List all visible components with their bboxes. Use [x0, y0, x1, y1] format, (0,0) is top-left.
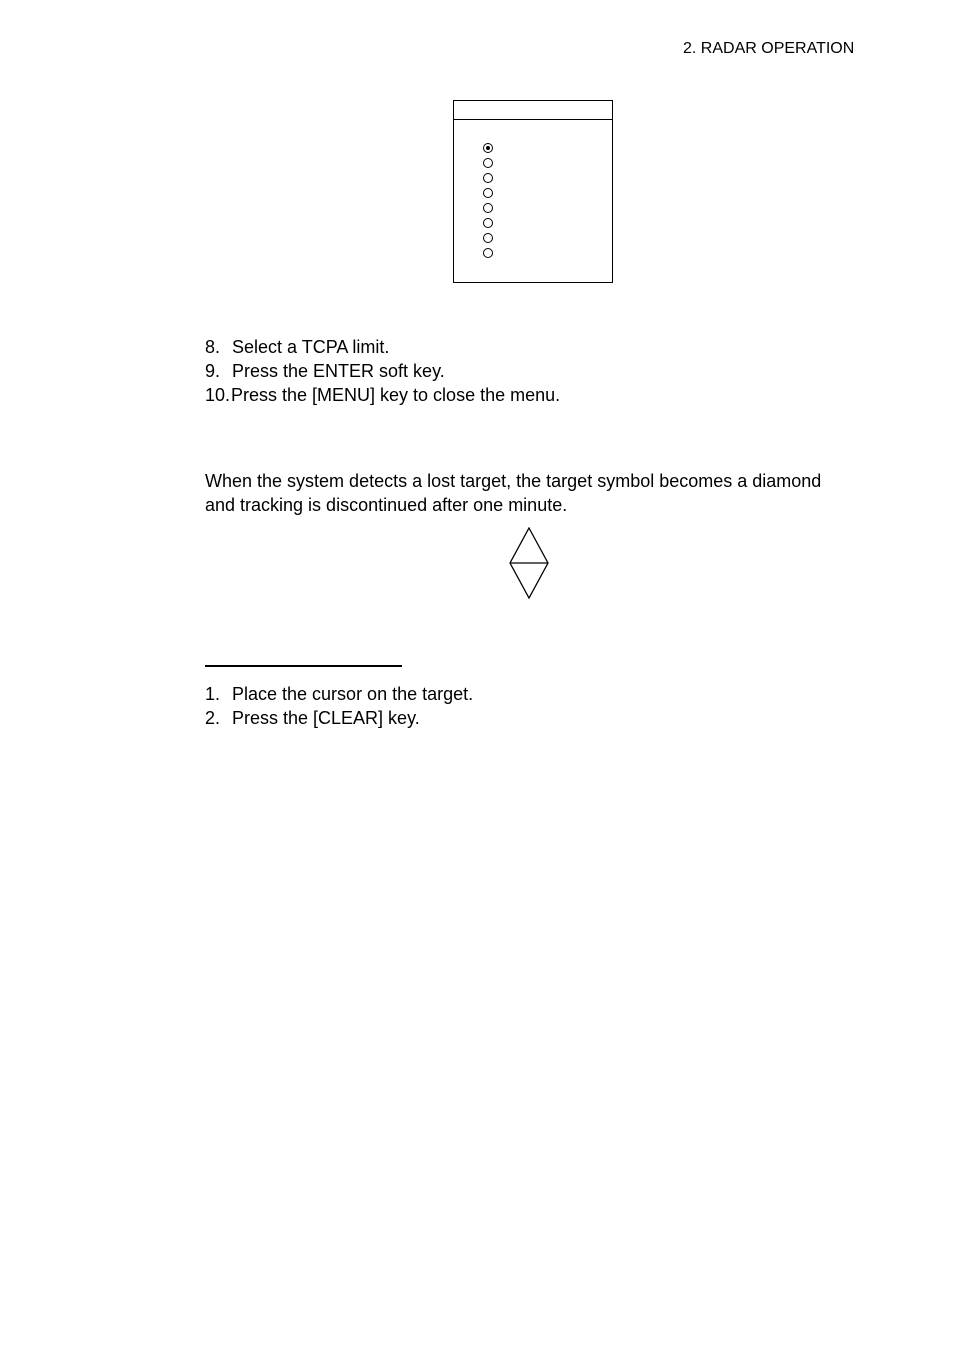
tcpa-limit-menu [453, 100, 613, 283]
step-text: Select a TCPA limit. [232, 337, 390, 357]
list-item [205, 682, 474, 706]
step-number: 1. [205, 684, 221, 704]
step-text: Press the ENTER soft key. [232, 361, 445, 381]
step-text: Press the [MENU] key to close the menu. [231, 385, 561, 405]
radio-option-2[interactable] [483, 158, 493, 168]
menu-title-bar [454, 101, 612, 120]
steps-list-tcpa [205, 335, 561, 407]
paragraph-line: When the system detects a lost target, the target symbol becomes a diamond [205, 471, 822, 491]
list-item [205, 359, 445, 383]
radio-option-4[interactable] [483, 188, 493, 198]
step-number: 8. [205, 337, 221, 357]
section-rule [205, 665, 402, 667]
step-text: Place the cursor on the target. [232, 684, 474, 704]
step-number: 10. [205, 385, 231, 405]
radio-option-6[interactable] [483, 218, 493, 228]
step-text: Press the [CLEAR] key. [232, 708, 420, 728]
step-number: 2. [205, 708, 221, 728]
list-item [205, 335, 390, 359]
radio-option-8[interactable] [483, 248, 493, 258]
list-item [205, 706, 420, 730]
steps-list-clear [205, 682, 474, 730]
radio-option-1[interactable] [483, 143, 493, 153]
radio-option-7[interactable] [483, 233, 493, 243]
step-number: 9. [205, 361, 221, 381]
list-item [205, 383, 561, 407]
paragraph-line: and tracking is discontinued after one minute. [205, 495, 568, 515]
diamond-icon [509, 527, 551, 601]
radio-option-3[interactable] [483, 173, 493, 183]
radio-option-5[interactable] [483, 203, 493, 213]
lost-target-paragraph [205, 469, 845, 517]
page-section-header: 2. RADAR OPERATION [683, 40, 855, 57]
